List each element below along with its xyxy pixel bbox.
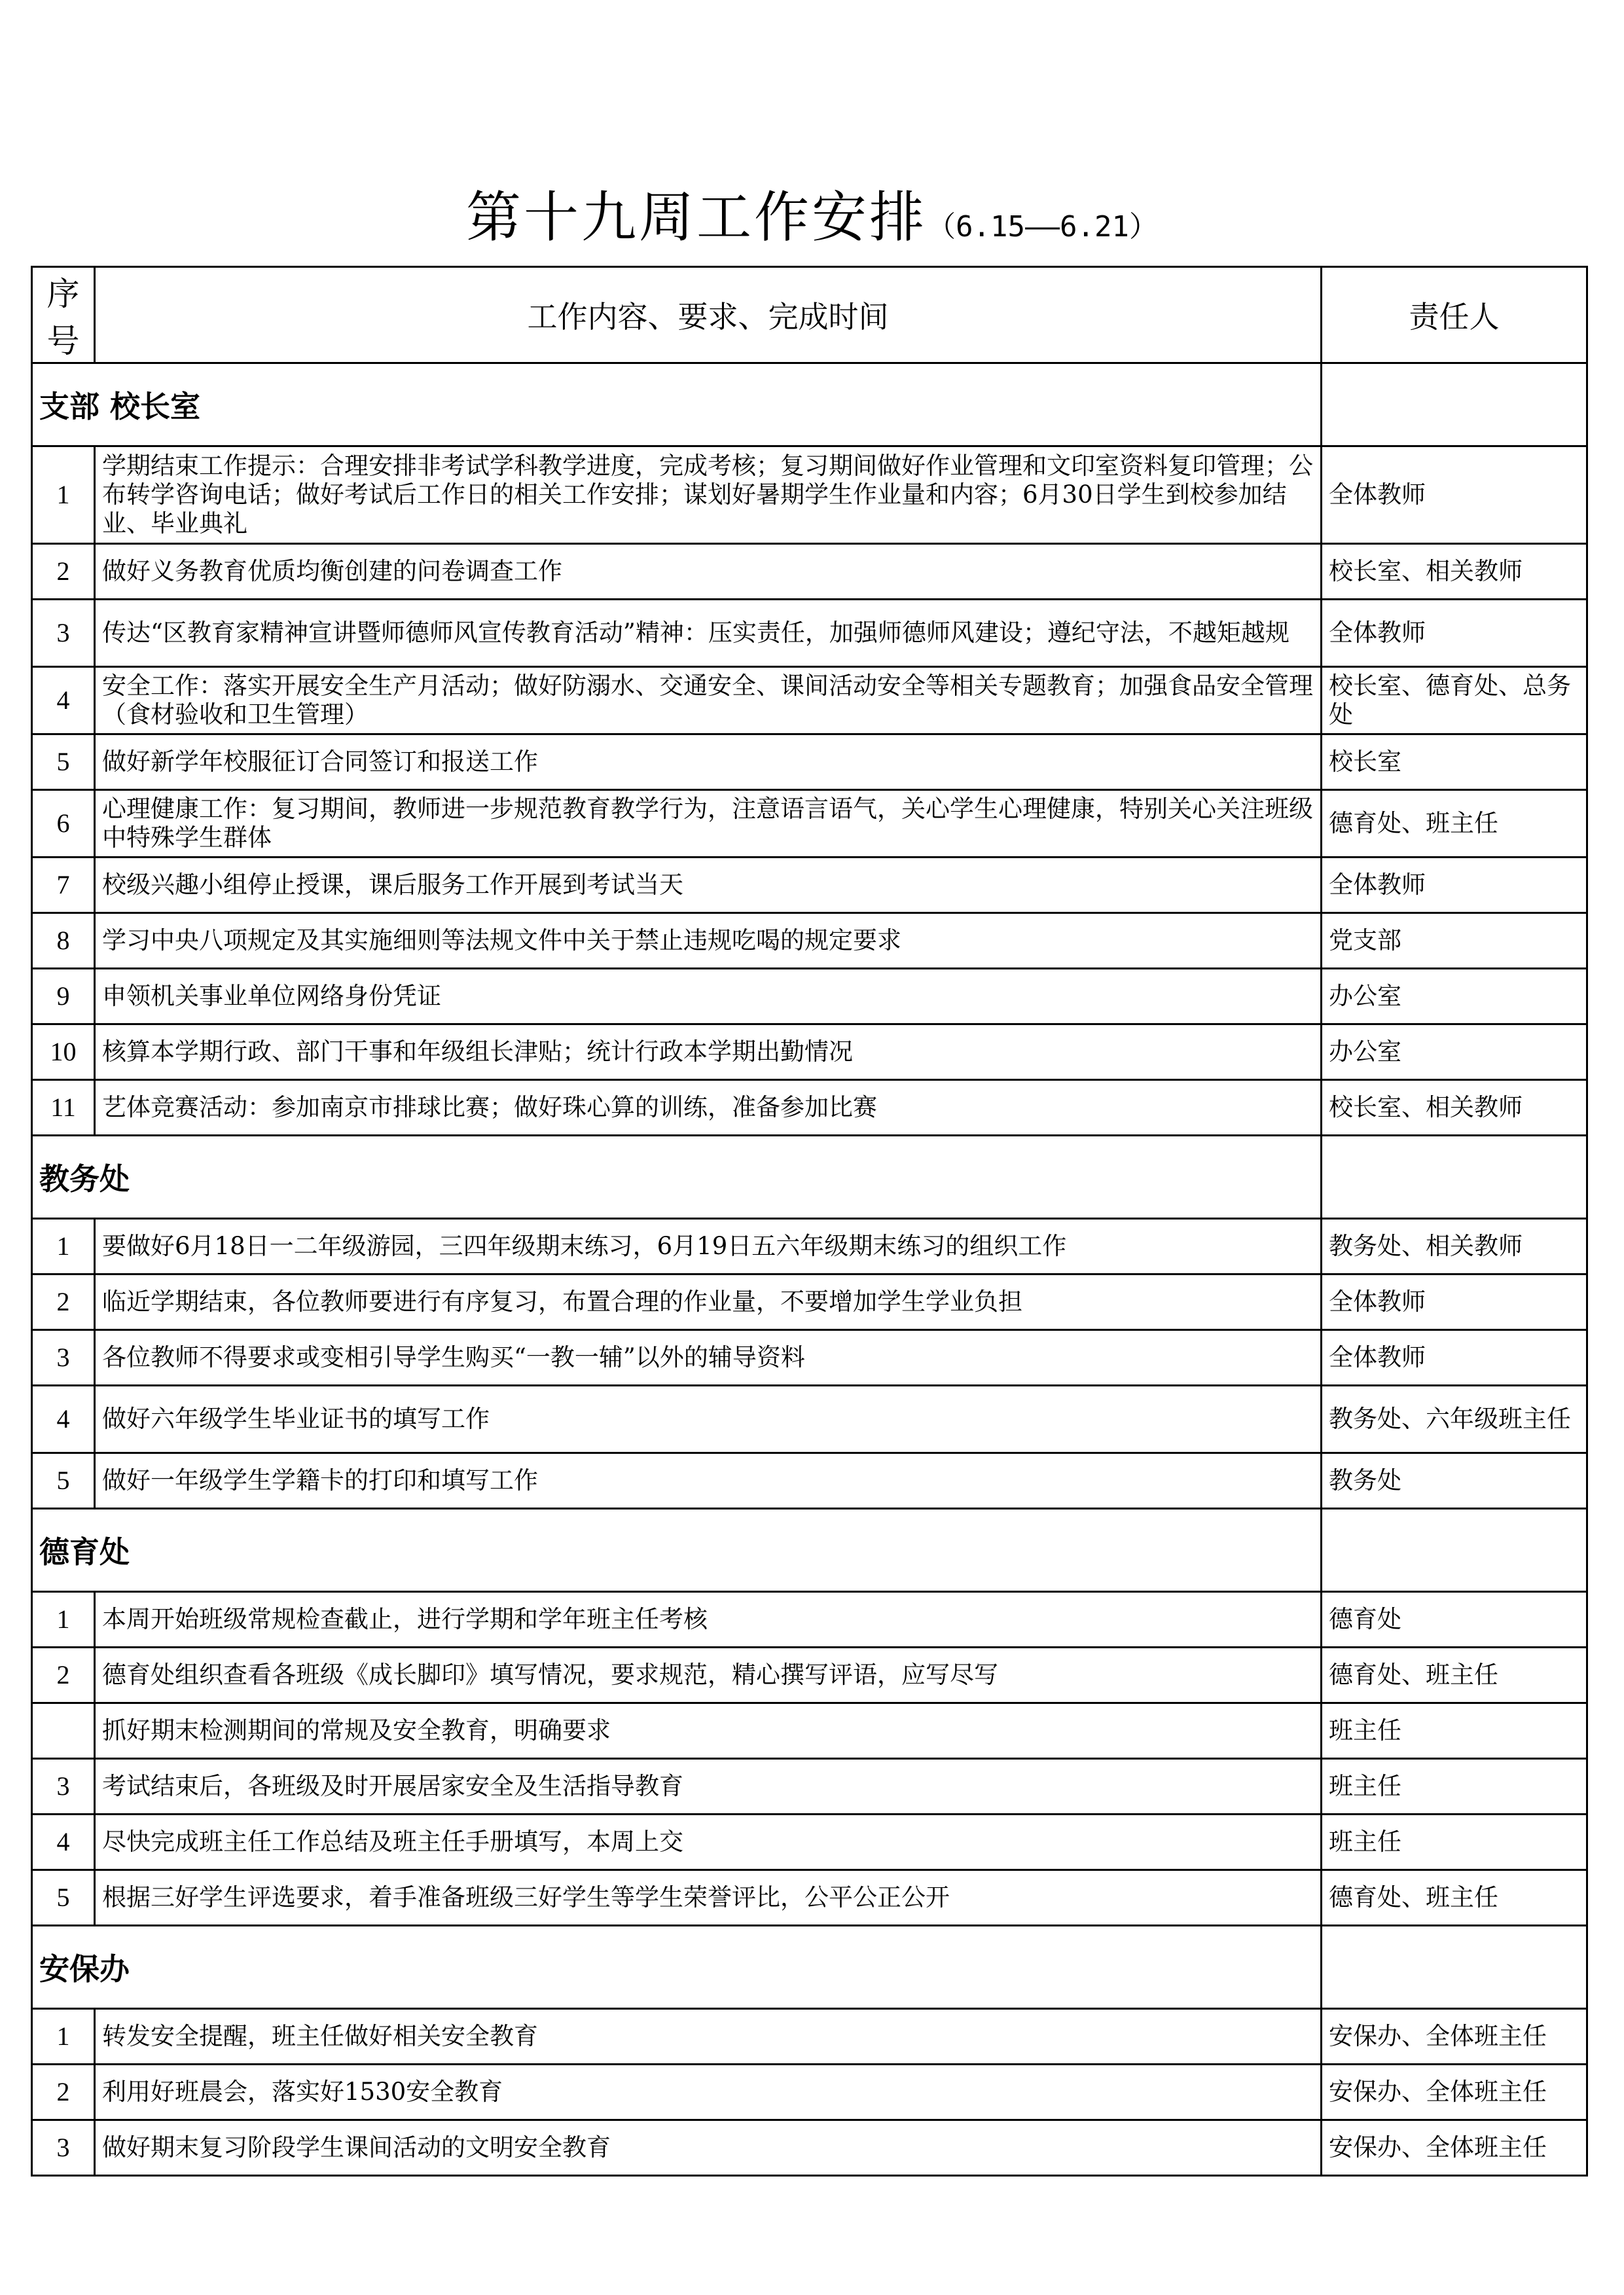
page-title: 第十九周工作安排 (466, 185, 928, 249)
row-owner: 德育处 (1322, 1592, 1587, 1648)
section-owner-empty (1322, 1136, 1587, 1219)
table-row (32, 2065, 1587, 2120)
row-owner: 党支部 (1322, 913, 1587, 969)
row-content: 学习中央八项规定及其实施细则等法规文件中关于禁止违规吃喝的规定要求 (95, 913, 1322, 969)
table-row (32, 1453, 1587, 1509)
row-number: 1 (32, 2009, 95, 2065)
table-row (32, 446, 1587, 544)
section-row-security-office (32, 1926, 1587, 2009)
row-number: 5 (32, 734, 95, 790)
row-number: 2 (32, 1648, 95, 1703)
row-number: 5 (32, 1453, 95, 1509)
row-content: 做好新学年校服征订合同签订和报送工作 (95, 734, 1322, 790)
row-content: 利用好班晨会，落实好1530安全教育 (95, 2065, 1322, 2120)
header-number: 序号 (32, 267, 95, 363)
row-number: 4 (32, 667, 95, 734)
date-range: （6.15——6.21） (927, 210, 1158, 244)
table-row (32, 1703, 1587, 1759)
section-row-academic-affairs (32, 1136, 1587, 1219)
row-number (32, 1703, 95, 1759)
header-owner: 责任人 (1322, 267, 1587, 363)
row-owner: 班主任 (1322, 1759, 1587, 1815)
row-number: 3 (32, 1330, 95, 1386)
table-row (32, 1274, 1587, 1330)
table-row (32, 790, 1587, 858)
row-owner: 校长室 (1322, 734, 1587, 790)
section-label: 安保办 (32, 1926, 1322, 2009)
row-owner: 德育处、班主任 (1322, 1870, 1587, 1926)
row-content: 做好六年级学生毕业证书的填写工作 (95, 1386, 1322, 1453)
table-row (32, 1815, 1587, 1870)
row-content: 学期结束工作提示：合理安排非考试学科教学进度，完成考核；复习期间做好作业管理和文印室资料复印管理；公布转学咨询电话；做好考试后工作日的相关工作安排；谋划好暑期学生作业量和内容；6月30日学生到校参加结业、毕业典礼 (95, 446, 1322, 544)
row-owner: 德育处、班主任 (1322, 1648, 1587, 1703)
row-number: 2 (32, 1274, 95, 1330)
section-owner-empty (1322, 363, 1587, 446)
row-content: 转发安全提醒，班主任做好相关安全教育 (95, 2009, 1322, 2065)
row-owner: 全体教师 (1322, 1330, 1587, 1386)
table-row (32, 1386, 1587, 1453)
row-number: 4 (32, 1386, 95, 1453)
section-row-principal-office (32, 363, 1587, 446)
section-label: 教务处 (32, 1136, 1322, 1219)
row-content: 做好义务教育优质均衡创建的问卷调查工作 (95, 544, 1322, 600)
table-header-row (32, 267, 1587, 363)
row-owner: 办公室 (1322, 969, 1587, 1024)
row-owner: 教务处、相关教师 (1322, 1219, 1587, 1274)
row-number: 3 (32, 600, 95, 667)
row-content: 根据三好学生评选要求，着手准备班级三好学生等学生荣誉评比，公平公正公开 (95, 1870, 1322, 1926)
row-owner: 全体教师 (1322, 600, 1587, 667)
table-row (32, 2120, 1587, 2176)
row-number: 5 (32, 1870, 95, 1926)
row-owner: 班主任 (1322, 1703, 1587, 1759)
row-number: 7 (32, 858, 95, 913)
row-number: 6 (32, 790, 95, 858)
row-owner: 班主任 (1322, 1815, 1587, 1870)
section-owner-empty (1322, 1509, 1587, 1592)
table-row (32, 1219, 1587, 1274)
row-number: 1 (32, 446, 95, 544)
section-row-moral-education (32, 1509, 1587, 1592)
row-owner: 校长室、相关教师 (1322, 544, 1587, 600)
table-row (32, 1330, 1587, 1386)
row-number: 9 (32, 969, 95, 1024)
table-row (32, 1648, 1587, 1703)
row-owner: 教务处 (1322, 1453, 1587, 1509)
row-number: 3 (32, 2120, 95, 2176)
row-owner: 安保办、全体班主任 (1322, 2009, 1587, 2065)
table-row (32, 544, 1587, 600)
row-number: 1 (32, 1219, 95, 1274)
row-owner: 全体教师 (1322, 858, 1587, 913)
table-row (32, 600, 1587, 667)
row-number: 2 (32, 544, 95, 600)
table-row (32, 913, 1587, 969)
table-row (32, 1024, 1587, 1080)
section-label: 德育处 (32, 1509, 1322, 1592)
row-owner: 全体教师 (1322, 1274, 1587, 1330)
table-row (32, 1080, 1587, 1136)
row-owner: 德育处、班主任 (1322, 790, 1587, 858)
table-row (32, 734, 1587, 790)
row-number: 11 (32, 1080, 95, 1136)
row-owner: 安保办、全体班主任 (1322, 2065, 1587, 2120)
row-content: 尽快完成班主任工作总结及班主任手册填写，本周上交 (95, 1815, 1322, 1870)
table-row (32, 1592, 1587, 1648)
row-content: 做好一年级学生学籍卡的打印和填写工作 (95, 1453, 1322, 1509)
row-content: 做好期末复习阶段学生课间活动的文明安全教育 (95, 2120, 1322, 2176)
row-owner: 校长室、相关教师 (1322, 1080, 1587, 1136)
row-content: 抓好期末检测期间的常规及安全教育，明确要求 (95, 1703, 1322, 1759)
row-owner: 办公室 (1322, 1024, 1587, 1080)
row-content: 校级兴趣小组停止授课，课后服务工作开展到考试当天 (95, 858, 1322, 913)
table-row (32, 2009, 1587, 2065)
section-owner-empty (1322, 1926, 1587, 2009)
table-row (32, 1870, 1587, 1926)
row-owner: 校长室、德育处、总务处 (1322, 667, 1587, 734)
header-content: 工作内容、要求、完成时间 (95, 267, 1322, 363)
row-content: 安全工作：落实开展安全生产月活动；做好防溺水、交通安全、课间活动安全等相关专题教育；加强食品安全管理（食材验收和卫生管理） (95, 667, 1322, 734)
table-row (32, 1759, 1587, 1815)
row-number: 3 (32, 1759, 95, 1815)
table-row (32, 858, 1587, 913)
row-content: 核算本学期行政、部门干事和年级组长津贴；统计行政本学期出勤情况 (95, 1024, 1322, 1080)
table-row (32, 969, 1587, 1024)
schedule-table (31, 266, 1588, 2177)
row-number: 4 (32, 1815, 95, 1870)
row-number: 1 (32, 1592, 95, 1648)
row-owner: 教务处、六年级班主任 (1322, 1386, 1587, 1453)
row-content: 心理健康工作：复习期间，教师进一步规范教育教学行为，注意语言语气，关心学生心理健康，特别关心关注班级中特殊学生群体 (95, 790, 1322, 858)
row-content: 考试结束后，各班级及时开展居家安全及生活指导教育 (95, 1759, 1322, 1815)
row-content: 本周开始班级常规检查截止，进行学期和学年班主任考核 (95, 1592, 1322, 1648)
row-content: 传达“区教育家精神宣讲暨师德师风宣传教育活动”精神：压实责任，加强师德师风建设；遵纪守法，不越矩越规 (95, 600, 1322, 667)
row-content: 艺体竞赛活动：参加南京市排球比赛；做好珠心算的训练，准备参加比赛 (95, 1080, 1322, 1136)
table-row (32, 667, 1587, 734)
row-content: 要做好6月18日一二年级游园，三四年级期末练习，6月19日五六年级期末练习的组织工作 (95, 1219, 1322, 1274)
row-content: 德育处组织查看各班级《成长脚印》填写情况，要求规范，精心撰写评语，应写尽写 (95, 1648, 1322, 1703)
row-owner: 安保办、全体班主任 (1322, 2120, 1587, 2176)
row-number: 10 (32, 1024, 95, 1080)
row-content: 临近学期结束，各位教师要进行有序复习，布置合理的作业量，不要增加学生学业负担 (95, 1274, 1322, 1330)
page-title-block (0, 173, 1624, 253)
section-label: 支部 校长室 (32, 363, 1322, 446)
row-content: 申领机关事业单位网络身份凭证 (95, 969, 1322, 1024)
row-owner: 全体教师 (1322, 446, 1587, 544)
row-content: 各位教师不得要求或变相引导学生购买“一教一辅”以外的辅导资料 (95, 1330, 1322, 1386)
row-number: 8 (32, 913, 95, 969)
row-number: 2 (32, 2065, 95, 2120)
